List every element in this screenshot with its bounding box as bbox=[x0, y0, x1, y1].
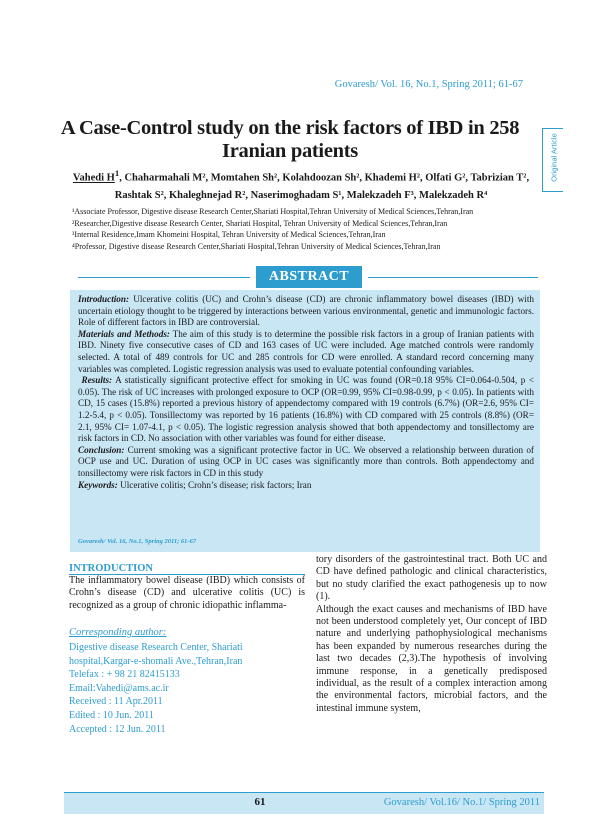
affiliation-2: ²Researcher,Digestive disease Research Center, Shariati Hospital, Tehran University of Medical Sciences,Tehran,Iran bbox=[72, 218, 448, 228]
corr-edited: Edited : 10 Jun. 2011 bbox=[69, 709, 154, 721]
first-author: Vahedi H bbox=[72, 172, 115, 184]
affiliation-1: ¹Associate Professor, Digestive disease Research Center,Shariati Hospital,Tehran University of Medical Sciences,Tehran,Iran bbox=[72, 207, 474, 216]
introduction-col1: The inflammatory bowel disease (IBD) which consists of Crohn’s disease (CD) and ulcerative colitis (UC) is recognized as a group of chronic idiopathic inflamma- bbox=[69, 575, 305, 611]
abstract-conclusion: Conclusion: Current smoking was a significant protective factor in UC. We observed a relationship between duration of OCP use and UC. Duration of using OCP in UC cases was significantly more than controls. Both appendectomy and tonsillectomy were risk factors in CD in this study bbox=[78, 444, 534, 478]
footer-rule bbox=[64, 792, 544, 793]
abstract-introduction: Introduction: Ulcerative colitis (UC) and Crohn’s disease (CD) are chronic inflammatory bowel diseases (IBD) with uncertain etiology thought to be triggered by interactions between various environmental, genetic and immunologic factors. Role of different factors in IBD are controversial. bbox=[78, 294, 534, 328]
abstract-rule-left bbox=[78, 277, 250, 278]
affiliation-4: ⁴Professor, Digestive disease Research Center,Shariati Hospital,Tehran University of Medical Sciences,Tehran,Iran bbox=[72, 241, 441, 251]
abstract-footer: Govaresh/ Vol. 16, No.1, Spring 2011; 61-67 bbox=[78, 538, 197, 545]
journal-reference: Govaresh/ Vol. 16, No.1, Spring 2011; 61-67 bbox=[334, 79, 523, 90]
corresponding-author-details bbox=[69, 641, 305, 736]
article-type-tab bbox=[542, 128, 563, 192]
abstract-body bbox=[78, 294, 534, 491]
introduction-paragraph: tory disorders of the gastrointestinal tract. Both UC and CD have defined pathologic and clinical characteristics, but no study clarified the exact pathogenesis up to now (1). bbox=[316, 554, 547, 603]
corr-accepted: Accepted : 12 Jun. 2011 bbox=[69, 723, 166, 735]
corr-line: Digestive disease Research Center, Shariati bbox=[69, 642, 243, 653]
affiliations bbox=[72, 206, 552, 252]
abstract-results: Results: A statistically significant protective effect for smoking in UC was found (OR=0.18 95% CI=0.064-0.504, p < 0.05). The risk of UC increases with prolonged exposure to OCP (OR=0.99, 95% CI=0.98-0.99, p < 0.05). In patients with CD, 15 cases (15.8%) reported a previous history of appendectomy compared with 19 controls (6.7%) (OR=2.6, 95% CI= 1.2-5.4, p < 0.05). Tonsillectomy was reported by 16 patients (16.8%) with CD compared with 25 controls (8.8%) (OR= 2.1, 95% CI= 1.07-4.1, p < 0.05). The logistic regression analysis showed that both appendectomy and tonsillectomy are risk factors in CD. No association with other variables was found for either disease. bbox=[78, 375, 535, 444]
page-number: 61 bbox=[254, 796, 266, 808]
abstract-rule-right bbox=[368, 277, 538, 278]
introduction-paragraph: Although the exact causes and mechanisms of IBD have not been understood completely yet, Our concept of IBD nature and underlying pathophysiological mechanisms has been expanded by numerous researches during the last two decades (2,3).The hypothesis of involving immune response, in a genetically predisposed individual, as the result of a complex interaction among the environmental factors, microbial factors, and the intestinal immune system, bbox=[316, 603, 547, 714]
introduction-col2 bbox=[316, 554, 547, 715]
author-list bbox=[70, 165, 532, 204]
article-title: A Case-Control study on the risk factors of IBD in 258 Iranian patients bbox=[60, 117, 520, 162]
abstract-heading: ABSTRACT bbox=[256, 266, 362, 288]
corr-email: Email:Vahedi@ams.ac.ir bbox=[69, 682, 169, 694]
introduction-heading: INTRODUCTION bbox=[69, 563, 154, 574]
footer-journal: Govaresh/ Vol.16/ No.1/ Spring 2011 bbox=[383, 797, 540, 808]
other-authors: , Chaharmahali M², Momtahen Sh², Kolahdoozan Sh², Khademi H², Olfati G², Tabrizian T², Rashtak S², Khaleghnejad R², Naserimoghadam S¹, Malekzadeh F³, Malekzadeh R⁴ bbox=[114, 172, 530, 201]
first-author-affiliation: 1 bbox=[114, 168, 120, 178]
corr-line: hospital,Kargar-e-shomali Ave.,Tehran,Iran bbox=[69, 655, 243, 667]
article-type-label: Original Article bbox=[549, 133, 559, 182]
corr-line: Telefax : + 98 21 82415133 bbox=[69, 669, 180, 681]
abstract-methods: Materials and Methods: The aim of this study is to determine the possible risk factors in a group of Iranian patients with IBD. Ninety five consecutive cases of CD and 163 cases of UC were included. Age matched controls were randomly selected. A total of 489 controls for UC and 285 controls for CD were enrolled. A standard record concerning many variables was completed. Logistic regression analysis was used to evaluate potential confounding variables. bbox=[78, 328, 534, 374]
corr-received: Received : 11 Apr.2011 bbox=[69, 696, 163, 708]
affiliation-3: ³Internal Residence,Imam Khomeini Hospital, Tehran University of Medical Sciences,Tehran,Iran bbox=[72, 230, 386, 239]
corresponding-author-heading: Corresponding author: bbox=[69, 627, 167, 638]
abstract-keywords: Keywords: Ulcerative colitis; Crohn’s disease; risk factors; Iran bbox=[78, 479, 312, 490]
